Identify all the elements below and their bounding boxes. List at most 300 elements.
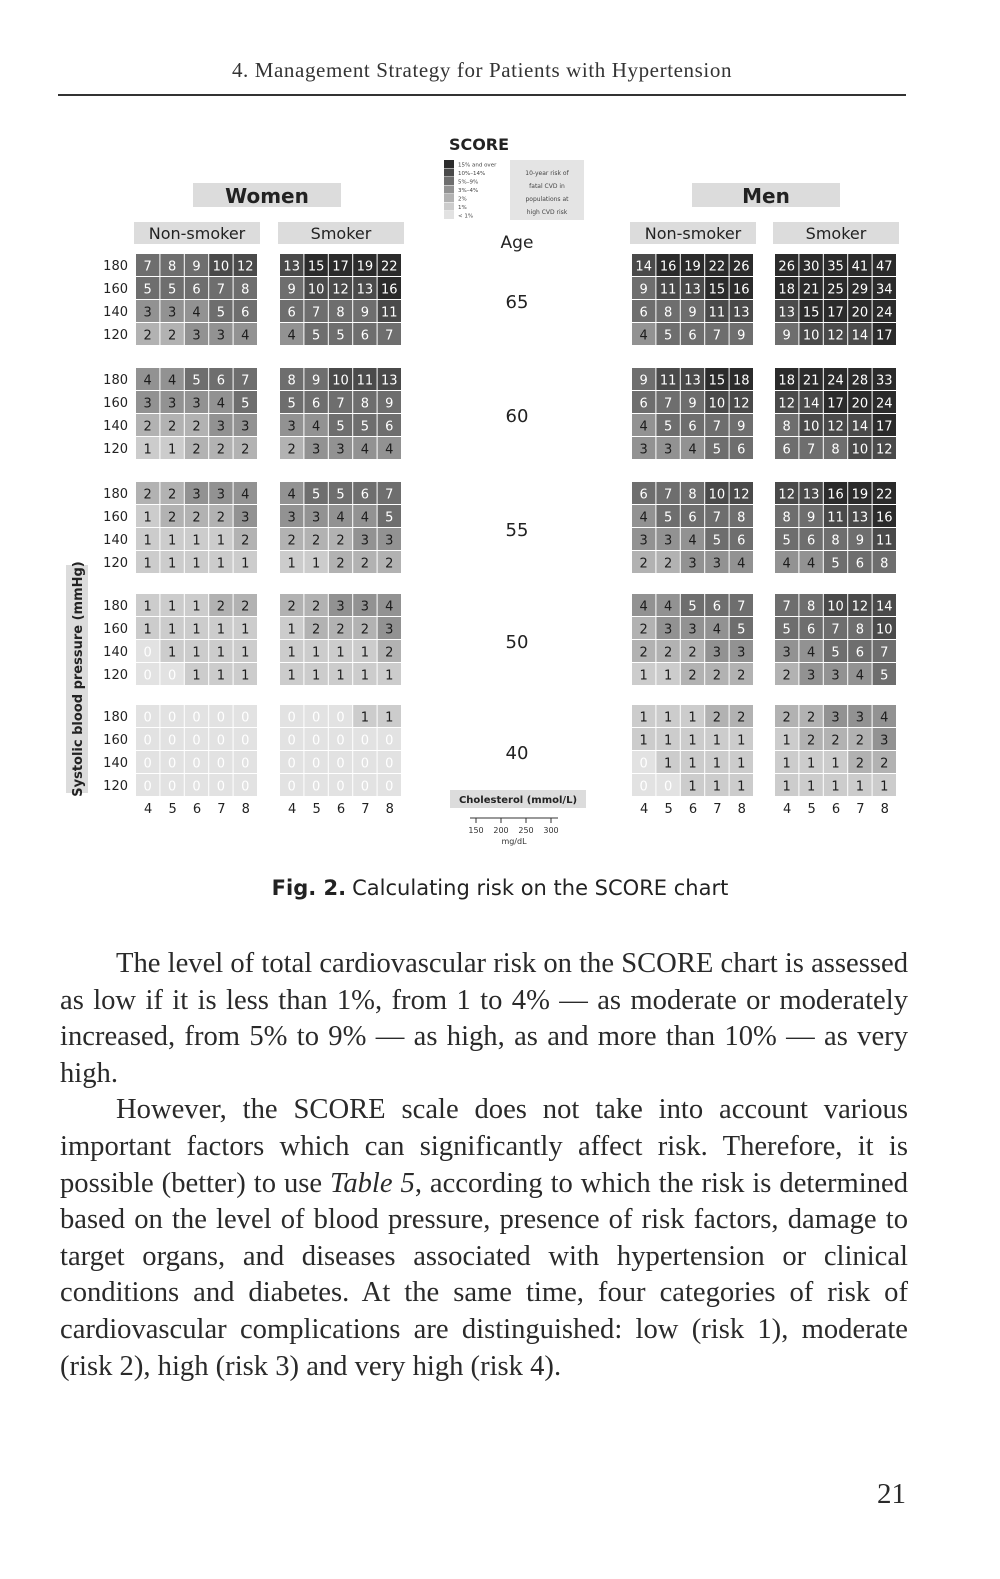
women_smoker-cell-value: 5 <box>360 419 370 435</box>
women_nonsmoker-cell-value: 1 <box>143 510 152 526</box>
women_nonsmoker-cell-value: 5 <box>143 282 152 298</box>
women_smoker-cell-value: 4 <box>385 442 394 458</box>
women_smoker-cell-value: 6 <box>360 328 370 344</box>
men_nonsmoker-cell-value: 4 <box>737 556 746 572</box>
men_nonsmoker-cell-value: 7 <box>663 487 673 503</box>
men_nonsmoker-cell-value: 8 <box>688 487 697 503</box>
women_nonsmoker-cell-value: 3 <box>241 510 250 526</box>
men_nonsmoker-cell-value: 11 <box>659 373 677 389</box>
women_nonsmoker-cell-value: 1 <box>216 622 226 638</box>
men_smoker-cell-value: 13 <box>778 305 795 321</box>
legend-swatch <box>444 160 454 168</box>
women_nonsmoker-cell-value: 0 <box>241 779 250 795</box>
women_smoker-cell-value: 0 <box>287 733 296 749</box>
men_nonsmoker-cell-value: 2 <box>663 556 673 572</box>
women_smoker-cell-value: 1 <box>311 645 321 661</box>
women_smoker-cell-value: 5 <box>311 328 321 344</box>
cholesterol-tick: 5 <box>664 802 673 817</box>
women_nonsmoker-cell-value: 1 <box>241 556 250 572</box>
women_nonsmoker-cell-value: 3 <box>192 487 201 503</box>
women_smoker-cell-value: 13 <box>381 373 398 389</box>
men_smoker-cell-value: 3 <box>855 710 865 726</box>
women_smoker-cell-value: 2 <box>385 556 394 572</box>
women_nonsmoker-cell-value: 2 <box>241 442 250 458</box>
men_nonsmoker-cell-value: 7 <box>712 419 722 435</box>
sbp-tick: 180 <box>103 259 128 274</box>
men_nonsmoker-cell-value: 12 <box>733 396 750 412</box>
y-axis-label: Systolic blood pressure (mmHg) <box>71 561 86 797</box>
women_smoker-cell-value: 0 <box>311 756 321 772</box>
men_nonsmoker-cell-value: 3 <box>663 533 673 549</box>
men_nonsmoker-cell-value: 1 <box>712 756 722 772</box>
age-value: 65 <box>505 292 529 313</box>
women_nonsmoker-cell-value: 10 <box>212 259 230 275</box>
women_smoker-cell-value: 3 <box>336 442 345 458</box>
men_smoker-cell-value: 1 <box>782 733 791 749</box>
women_nonsmoker-cell-value: 4 <box>241 328 250 344</box>
women_nonsmoker-cell-value: 5 <box>241 396 250 412</box>
legend-description-line: high CVD risk <box>526 209 568 216</box>
caption-text: Calculating risk on the SCORE chart <box>352 876 729 900</box>
men_nonsmoker-cell-value: 5 <box>712 442 722 458</box>
men_smoker-cell-value: 1 <box>880 779 889 795</box>
men_nonsmoker-cell-value: 6 <box>639 487 648 503</box>
men_nonsmoker-cell-value: 1 <box>663 710 673 726</box>
sbp-tick: 140 <box>103 419 128 434</box>
men_smoker-cell-value: 7 <box>782 599 791 615</box>
women_smoker-cell-value: 1 <box>287 668 296 684</box>
women_smoker-cell-value: 1 <box>385 668 394 684</box>
women_smoker-cell-value: 0 <box>311 710 321 726</box>
women_smoker-cell-value: 1 <box>311 668 321 684</box>
women_smoker-cell-value: 2 <box>385 645 394 661</box>
men_smoker-cell-value: 2 <box>855 756 865 772</box>
women_nonsmoker-cell-value: 0 <box>167 779 177 795</box>
men_smoker-cell-value: 10 <box>827 599 844 615</box>
men_smoker-cell-value: 4 <box>806 556 816 572</box>
men-label: Men <box>742 184 790 208</box>
men_smoker-cell-value: 3 <box>880 733 889 749</box>
table-reference: Table 5 <box>330 1167 415 1199</box>
women_smoker-cell-value: 4 <box>360 442 370 458</box>
men_nonsmoker-cell-value: 4 <box>688 442 697 458</box>
paragraph-2-start: However, the SCORE scale does not take into account various important factors which can significantly affect risk. Therefore, it is possible (better) to use <box>60 1094 908 1199</box>
men_nonsmoker-cell-value: 2 <box>639 645 648 661</box>
women_nonsmoker-cell-value: 0 <box>167 710 177 726</box>
women_smoker-cell-value: 0 <box>385 756 394 772</box>
men_nonsmoker-cell-value: 2 <box>737 668 746 684</box>
women_smoker-cell-value: 3 <box>385 622 394 638</box>
women_nonsmoker-cell-value: 3 <box>167 396 177 412</box>
men_smoker-cell-value: 14 <box>851 328 869 344</box>
cholesterol-tick: 7 <box>361 802 370 817</box>
women_nonsmoker-cell-value: 3 <box>167 305 177 321</box>
cholesterol-tick: 5 <box>312 802 321 817</box>
men_nonsmoker-cell-value: 3 <box>639 442 648 458</box>
men_smoker-cell-value: 3 <box>782 645 791 661</box>
sbp-tick: 160 <box>103 510 128 525</box>
cholesterol-tick: 5 <box>807 802 816 817</box>
men_nonsmoker-cell-value: 9 <box>639 373 648 389</box>
cholesterol-tick: 7 <box>217 802 226 817</box>
women_smoker-cell-value: 10 <box>332 373 349 389</box>
men_smoker-cell-value: 7 <box>880 645 889 661</box>
men_smoker-cell-value: 1 <box>831 779 840 795</box>
men_smoker-cell-value: 12 <box>851 599 869 615</box>
men_nonsmoker-cell-value: 2 <box>712 668 722 684</box>
men_smoker-cell-value: 2 <box>831 733 840 749</box>
legend-swatch <box>444 169 454 177</box>
women_nonsmoker-header: Non-smoker <box>148 224 246 243</box>
legend-level: 5%–9% <box>458 179 479 186</box>
women_nonsmoker-cell-value: 0 <box>192 710 201 726</box>
men_smoker-cell-value: 5 <box>880 668 889 684</box>
men_nonsmoker-cell-value: 1 <box>688 733 697 749</box>
women_smoker-cell-value: 0 <box>336 710 345 726</box>
cholesterol-tick: 6 <box>336 802 346 817</box>
cholesterol-tick: 4 <box>640 802 649 817</box>
women_nonsmoker-cell-value: 1 <box>192 599 201 615</box>
men_smoker-cell-value: 12 <box>876 442 893 458</box>
women_nonsmoker-cell-value: 1 <box>192 533 201 549</box>
men_nonsmoker-cell-value: 3 <box>688 622 697 638</box>
caption-label: Fig. 2. <box>271 876 347 900</box>
score-chart <box>58 120 918 860</box>
women_smoker-cell-value: 2 <box>287 599 296 615</box>
men_nonsmoker-cell-value: 9 <box>737 328 746 344</box>
men_smoker-cell-value: 21 <box>802 282 820 298</box>
women_smoker-cell-value: 3 <box>287 419 296 435</box>
women_smoker-cell-value: 0 <box>385 733 394 749</box>
women_smoker-cell-value: 0 <box>311 733 321 749</box>
women_smoker-cell-value: 3 <box>360 533 370 549</box>
men_nonsmoker-cell-value: 4 <box>688 533 697 549</box>
men_smoker-cell-value: 16 <box>827 487 844 503</box>
women_nonsmoker-cell-value: 0 <box>143 733 152 749</box>
women_nonsmoker-cell-value: 2 <box>143 487 152 503</box>
men_smoker-cell-value: 19 <box>851 487 869 503</box>
legend-level: 1% <box>458 205 467 211</box>
women_nonsmoker-cell-value: 0 <box>143 710 152 726</box>
score-title: SCORE <box>448 135 510 154</box>
women_nonsmoker-cell-value: 0 <box>143 645 152 661</box>
age-value: 40 <box>505 743 529 764</box>
men_smoker-cell-value: 1 <box>782 756 791 772</box>
men_smoker-cell-value: 5 <box>782 533 791 549</box>
body-text <box>60 946 908 1385</box>
men_smoker-cell-value: 1 <box>855 779 865 795</box>
women_smoker-cell-value: 22 <box>381 259 398 275</box>
women_smoker-cell-value: 7 <box>336 396 345 412</box>
men_smoker-cell-value: 8 <box>782 419 791 435</box>
women_smoker-cell-value: 4 <box>336 510 345 526</box>
women_nonsmoker-cell-value: 2 <box>167 419 177 435</box>
women_nonsmoker-cell-value: 8 <box>167 259 177 275</box>
men_smoker-cell-value: 5 <box>831 645 840 661</box>
women_smoker-cell-value: 2 <box>311 622 321 638</box>
men_nonsmoker-cell-value: 6 <box>688 510 697 526</box>
men_nonsmoker-cell-value: 3 <box>688 556 697 572</box>
women_nonsmoker-cell-value: 1 <box>167 533 177 549</box>
legend-level: < 1% <box>458 213 474 220</box>
women_nonsmoker-cell-value: 2 <box>241 599 250 615</box>
men_smoker-cell-value: 30 <box>802 259 820 275</box>
men_nonsmoker-cell-value: 3 <box>639 533 648 549</box>
women_nonsmoker-cell-value: 1 <box>167 442 177 458</box>
men_nonsmoker-cell-value: 4 <box>639 510 648 526</box>
women_smoker-cell-value: 5 <box>385 510 394 526</box>
women_nonsmoker-cell-value: 7 <box>216 282 226 298</box>
women_nonsmoker-cell-value: 8 <box>241 282 250 298</box>
women_smoker-cell-value: 0 <box>311 779 321 795</box>
women_nonsmoker-cell-value: 3 <box>192 396 201 412</box>
women_nonsmoker-cell-value: 0 <box>167 668 177 684</box>
women_smoker-cell-value: 17 <box>332 259 349 275</box>
men_smoker-cell-value: 18 <box>778 282 795 298</box>
women_nonsmoker-cell-value: 4 <box>216 396 226 412</box>
legend-swatch <box>444 194 454 202</box>
women_smoker-cell-value: 5 <box>311 487 321 503</box>
men_smoker-cell-value: 47 <box>876 259 893 275</box>
legend-swatch <box>444 177 454 185</box>
age-label: Age <box>500 233 534 253</box>
women_nonsmoker-cell-value: 3 <box>143 396 152 412</box>
women_smoker-cell-value: 0 <box>360 779 370 795</box>
women_smoker-cell-value: 1 <box>360 668 370 684</box>
women_nonsmoker-cell-value: 0 <box>143 779 152 795</box>
men_nonsmoker-cell-value: 2 <box>639 622 648 638</box>
men_smoker-cell-value: 13 <box>802 487 820 503</box>
men_nonsmoker-cell-value: 8 <box>737 510 746 526</box>
women_smoker-cell-value: 9 <box>311 373 321 389</box>
women_nonsmoker-cell-value: 0 <box>192 733 201 749</box>
men_nonsmoker-cell-value: 1 <box>737 756 746 772</box>
men_nonsmoker-cell-value: 0 <box>639 779 648 795</box>
men_smoker-cell-value: 8 <box>880 556 889 572</box>
men_smoker-cell-value: 17 <box>827 305 844 321</box>
women_nonsmoker-cell-value: 1 <box>192 622 201 638</box>
men_nonsmoker-cell-value: 3 <box>663 442 673 458</box>
women_nonsmoker-cell-value: 1 <box>167 645 177 661</box>
women_smoker-cell-value: 1 <box>311 556 321 572</box>
men_smoker-cell-value: 2 <box>855 733 865 749</box>
men_smoker-cell-value: 4 <box>782 556 791 572</box>
women_smoker-cell-value: 5 <box>336 419 345 435</box>
women_nonsmoker-cell-value: 7 <box>241 373 250 389</box>
women_nonsmoker-cell-value: 2 <box>143 328 152 344</box>
men_smoker-cell-value: 2 <box>880 756 889 772</box>
men_nonsmoker-cell-value: 5 <box>712 533 722 549</box>
women_nonsmoker-cell-value: 3 <box>192 328 201 344</box>
men_smoker-cell-value: 26 <box>778 259 795 275</box>
women_nonsmoker-cell-value: 2 <box>216 510 226 526</box>
legend-level: 10%–14% <box>458 171 486 177</box>
men_smoker-cell-value: 1 <box>806 756 816 772</box>
mgdl-tick: 250 <box>518 826 534 835</box>
women_smoker-header: Smoker <box>310 224 372 243</box>
women_smoker-cell-value: 1 <box>336 645 345 661</box>
men_nonsmoker-cell-value: 3 <box>663 622 673 638</box>
women_smoker-cell-value: 0 <box>287 756 296 772</box>
women_nonsmoker-cell-value: 1 <box>143 556 152 572</box>
cholesterol-tick: 7 <box>856 802 865 817</box>
legend-swatch <box>444 211 454 219</box>
men_smoker-cell-value: 1 <box>806 779 816 795</box>
paragraph-2 <box>60 1092 908 1385</box>
women_nonsmoker-cell-value: 1 <box>167 622 177 638</box>
sbp-tick: 120 <box>103 668 128 683</box>
women_nonsmoker-cell-value: 1 <box>192 668 201 684</box>
men_smoker-cell-value: 6 <box>806 533 816 549</box>
running-title: 4. Management Strategy for Patients with Hypertension <box>231 58 733 82</box>
mgdl-tick: 150 <box>468 826 484 835</box>
women_nonsmoker-cell-value: 1 <box>216 556 226 572</box>
women_smoker-cell-value: 12 <box>332 282 349 298</box>
men_nonsmoker-cell-value: 13 <box>684 282 701 298</box>
men_nonsmoker-cell-value: 1 <box>688 710 697 726</box>
men_smoker-cell-value: 20 <box>851 396 869 412</box>
women_nonsmoker-cell-value: 0 <box>143 756 152 772</box>
men_smoker-cell-value: 21 <box>802 373 820 389</box>
men_smoker-cell-value: 33 <box>876 373 893 389</box>
women_nonsmoker-cell-value: 0 <box>216 710 226 726</box>
men_smoker-header: Smoker <box>805 224 867 243</box>
cholesterol-label: Cholesterol (mmol/L) <box>458 795 578 806</box>
men_nonsmoker-cell-value: 1 <box>737 779 746 795</box>
sbp-tick: 160 <box>103 396 128 411</box>
men_smoker-cell-value: 3 <box>806 668 816 684</box>
men_nonsmoker-cell-value: 19 <box>684 259 701 275</box>
men_smoker-cell-value: 11 <box>876 533 893 549</box>
women_nonsmoker-cell-value: 1 <box>143 599 152 615</box>
men_smoker-cell-value: 14 <box>851 419 869 435</box>
legend-level: 15% and over <box>458 162 497 169</box>
men_smoker-cell-value: 18 <box>778 373 795 389</box>
sbp-tick: 180 <box>103 710 128 725</box>
women_smoker-cell-value: 13 <box>283 259 300 275</box>
women_smoker-cell-value: 2 <box>287 442 296 458</box>
women_nonsmoker-cell-value: 4 <box>167 373 177 389</box>
men_smoker-cell-value: 12 <box>827 328 844 344</box>
men_nonsmoker-cell-value: 7 <box>712 510 722 526</box>
women_smoker-cell-value: 3 <box>385 533 394 549</box>
legend-description-line: populations at <box>525 196 569 203</box>
women_smoker-cell-value: 0 <box>287 710 296 726</box>
men_nonsmoker-cell-value: 5 <box>688 599 697 615</box>
women_nonsmoker-cell-value: 3 <box>241 419 250 435</box>
women_smoker-cell-value: 2 <box>311 533 321 549</box>
men_smoker-cell-value: 5 <box>782 622 791 638</box>
men_nonsmoker-cell-value: 2 <box>663 645 673 661</box>
men_nonsmoker-cell-value: 14 <box>635 259 652 275</box>
cholesterol-tick: 4 <box>288 802 297 817</box>
men_nonsmoker-cell-value: 10 <box>708 396 726 412</box>
men_nonsmoker-cell-value: 11 <box>708 305 726 321</box>
men_smoker-cell-value: 25 <box>827 282 844 298</box>
cholesterol-tick: 8 <box>241 802 250 817</box>
men_smoker-cell-value: 10 <box>802 419 820 435</box>
men_nonsmoker-cell-value: 8 <box>663 305 673 321</box>
men_smoker-cell-value: 10 <box>802 328 820 344</box>
men_smoker-cell-value: 2 <box>782 668 791 684</box>
women_nonsmoker-cell-value: 2 <box>167 487 177 503</box>
women_nonsmoker-cell-value: 7 <box>143 259 152 275</box>
sbp-tick: 120 <box>103 328 128 343</box>
women_smoker-cell-value: 6 <box>360 487 370 503</box>
men_smoker-cell-value: 28 <box>851 373 869 389</box>
men_nonsmoker-cell-value: 4 <box>639 599 648 615</box>
men_nonsmoker-cell-value: 9 <box>688 396 697 412</box>
sbp-tick: 140 <box>103 645 128 660</box>
men_smoker-cell-value: 6 <box>855 645 865 661</box>
women_smoker-cell-value: 11 <box>381 305 398 321</box>
legend-description-line: 10-year risk of <box>525 170 569 177</box>
men_smoker-cell-value: 7 <box>806 442 816 458</box>
cholesterol-tick: 5 <box>168 802 177 817</box>
women_smoker-cell-value: 0 <box>336 733 345 749</box>
women_smoker-cell-value: 6 <box>385 419 394 435</box>
women_nonsmoker-cell-value: 0 <box>241 710 250 726</box>
women_nonsmoker-cell-value: 2 <box>241 533 250 549</box>
men_nonsmoker-cell-value: 9 <box>639 282 648 298</box>
men_smoker-cell-value: 6 <box>855 556 865 572</box>
header-rule <box>58 94 906 96</box>
women_smoker-cell-value: 2 <box>311 599 321 615</box>
women_smoker-cell-value: 8 <box>287 373 296 389</box>
women_smoker-cell-value: 1 <box>287 622 296 638</box>
men_nonsmoker-cell-value: 6 <box>639 305 648 321</box>
men_nonsmoker-cell-value: 0 <box>663 779 673 795</box>
women_nonsmoker-cell-value: 0 <box>167 756 177 772</box>
women_smoker-cell-value: 0 <box>336 756 345 772</box>
women_nonsmoker-cell-value: 0 <box>192 779 201 795</box>
men_smoker-cell-value: 2 <box>806 733 816 749</box>
women_nonsmoker-cell-value: 6 <box>192 282 201 298</box>
women_smoker-cell-value: 15 <box>307 259 325 275</box>
women_smoker-cell-value: 4 <box>360 510 370 526</box>
women_nonsmoker-cell-value: 6 <box>241 305 250 321</box>
cholesterol-tick: 8 <box>385 802 394 817</box>
men_smoker-cell-value: 1 <box>831 756 840 772</box>
women_smoker-cell-value: 2 <box>336 556 345 572</box>
women_smoker-cell-value: 2 <box>287 533 296 549</box>
legend-level: 3%–4% <box>458 188 479 194</box>
men_smoker-cell-value: 9 <box>782 328 791 344</box>
men_nonsmoker-cell-value: 1 <box>688 779 697 795</box>
women-label: Women <box>225 184 309 208</box>
women_smoker-cell-value: 6 <box>311 396 321 412</box>
men_nonsmoker-cell-value: 16 <box>659 259 677 275</box>
women_smoker-cell-value: 3 <box>311 510 321 526</box>
women_smoker-cell-value: 0 <box>385 779 394 795</box>
men_smoker-cell-value: 12 <box>778 396 795 412</box>
women_nonsmoker-cell-value: 0 <box>216 733 226 749</box>
mgdl-label: mg/dL <box>501 837 527 846</box>
men_smoker-cell-value: 8 <box>782 510 791 526</box>
women_smoker-cell-value: 7 <box>311 305 321 321</box>
men_nonsmoker-cell-value: 6 <box>737 442 746 458</box>
women_smoker-cell-value: 1 <box>287 556 296 572</box>
women_nonsmoker-cell-value: 12 <box>237 259 254 275</box>
women_nonsmoker-cell-value: 0 <box>216 756 226 772</box>
men_nonsmoker-cell-value: 4 <box>712 622 722 638</box>
women_nonsmoker-cell-value: 3 <box>216 328 226 344</box>
women_smoker-cell-value: 0 <box>360 756 370 772</box>
women_nonsmoker-cell-value: 0 <box>241 733 250 749</box>
women_nonsmoker-cell-value: 1 <box>143 622 152 638</box>
men_smoker-cell-value: 4 <box>855 668 865 684</box>
men_nonsmoker-cell-value: 1 <box>663 668 673 684</box>
